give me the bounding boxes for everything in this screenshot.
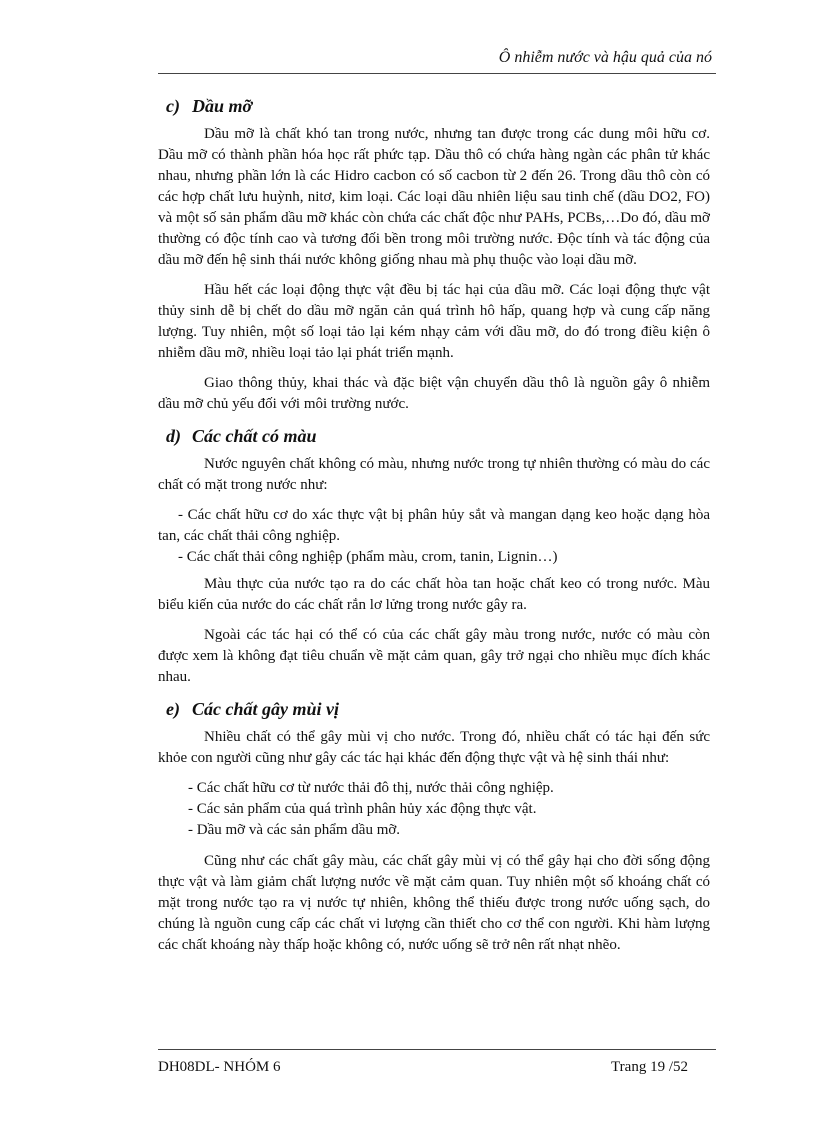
section-heading-colored-substances bbox=[158, 424, 710, 448]
section-heading-odor-taste bbox=[158, 697, 710, 721]
paragraph: Nhiều chất có thể gây mùi vị cho nước. Trong đó, nhiều chất có tác hại đến sức khỏe con người cũng như gây các tác hại khác đến động thực vật và hệ sinh thái như: bbox=[158, 729, 710, 766]
list-item: - Dầu mỡ và các sản phẩm dầu mỡ. bbox=[188, 822, 401, 838]
header-divider bbox=[158, 73, 716, 74]
paragraph: Ngoài các tác hại có thể có của các chất gây màu trong nước, nước có màu còn được xem là không đạt tiêu chuẩn về mặt cảm quan, gây trở ngại cho nhiều mục đích khác nhau. bbox=[158, 627, 710, 685]
section-letter: c) bbox=[166, 96, 180, 116]
page-number: Trang 19 /52 bbox=[611, 1059, 688, 1075]
bullet-list bbox=[158, 505, 710, 568]
section-letter: e) bbox=[166, 699, 180, 719]
list-item: - Các sản phẩm của quá trình phân hủy xác động thực vật. bbox=[188, 801, 537, 817]
section-title: Dầu mỡ bbox=[192, 96, 253, 116]
paragraph: Hầu hết các loại động thực vật đều bị tác hại của dầu mỡ. Các loại động thực vật thủy sinh dễ bị chết do dầu mỡ ngăn cản quá trình hô hấp, quang hợp và cung cấp năng lượng. Tuy nhiên, một số loại tảo lại kém nhạy cảm với dầu mỡ, do đó trong điều kiện ô nhiễm dầu mỡ, nhiều loại tảo lại phát triển mạnh. bbox=[158, 282, 710, 361]
section-heading-oil-grease bbox=[158, 94, 710, 118]
section-title: Các chất gây mùi vị bbox=[192, 699, 339, 719]
paragraph: Giao thông thủy, khai thác và đặc biệt vận chuyển dầu thô là nguồn gây ô nhiễm dầu mỡ chủ yếu đối với môi trường nước. bbox=[158, 375, 710, 412]
page-content bbox=[158, 94, 710, 965]
footer-divider bbox=[158, 1049, 716, 1050]
running-header: Ô nhiễm nước và hậu quả của nó bbox=[498, 49, 712, 66]
list-item: - Các chất hữu cơ do xác thực vật bị phân hủy sắt và mangan dạng keo hoặc dạng hòa tan, các chất thải công nghiệp. bbox=[158, 507, 710, 544]
footer-group-label: DH08DL- NHÓM 6 bbox=[158, 1059, 281, 1075]
paragraph: Nước nguyên chất không có màu, nhưng nước trong tự nhiên thường có màu do các chất có mặt trong nước như: bbox=[158, 456, 710, 493]
section-letter: d) bbox=[166, 426, 181, 446]
paragraph: Dầu mỡ là chất khó tan trong nước, nhưng tan được trong các dung môi hữu cơ. Dầu mỡ có thành phần hóa học rất phức tạp. Dầu thô có chứa hàng ngàn các phân tử khác nhau, nhưng phần lớn là các Hidro cacbon có số cacbon từ 2 đến 26. Trong dầu thô còn có các hợp chất lưu huỳnh, nitơ, kim loại. Các loại dầu nhiên liệu sau tinh chế (dầu DO2, FO) và một số sản phẩm dầu mỡ khác còn chứa các chất độc như PAHs, PCBs,…Do đó, dầu mỡ thường có độc tính cao và tương đối bền trong môi trường nước. Độc tính và tác động của dầu mỡ đến hệ sinh thái nước không giống nhau mà phụ thuộc vào loại dầu mỡ. bbox=[158, 126, 710, 268]
paragraph: Cũng như các chất gây màu, các chất gây mùi vị có thể gây hại cho đời sống động thực vật và làm giảm chất lượng nước về mặt cảm quan. Tuy nhiên một số khoáng chất có mặt trong nước tạo ra vị nước tự nhiên, không thể thiếu được trong nước uống sạch, do chúng là nguồn cung cấp các chất vi lượng cần thiết cho cơ thể con người. Khi hàm lượng các chất khoáng này thấp hoặc không có, nước uống sẽ trở nên rất nhạt nhẽo. bbox=[158, 853, 710, 953]
section-title: Các chất có màu bbox=[192, 426, 317, 446]
bullet-list bbox=[158, 778, 710, 841]
paragraph: Màu thực của nước tạo ra do các chất hòa tan hoặc chất keo có trong nước. Màu biểu kiến của nước do các chất rắn lơ lửng trong nước gây ra. bbox=[158, 576, 710, 613]
list-item: - Các chất hữu cơ từ nước thải đô thị, nước thải công nghiệp. bbox=[188, 780, 554, 796]
list-item: - Các chất thải công nghiệp (phẩm màu, crom, tanin, Lignin…) bbox=[178, 549, 558, 565]
